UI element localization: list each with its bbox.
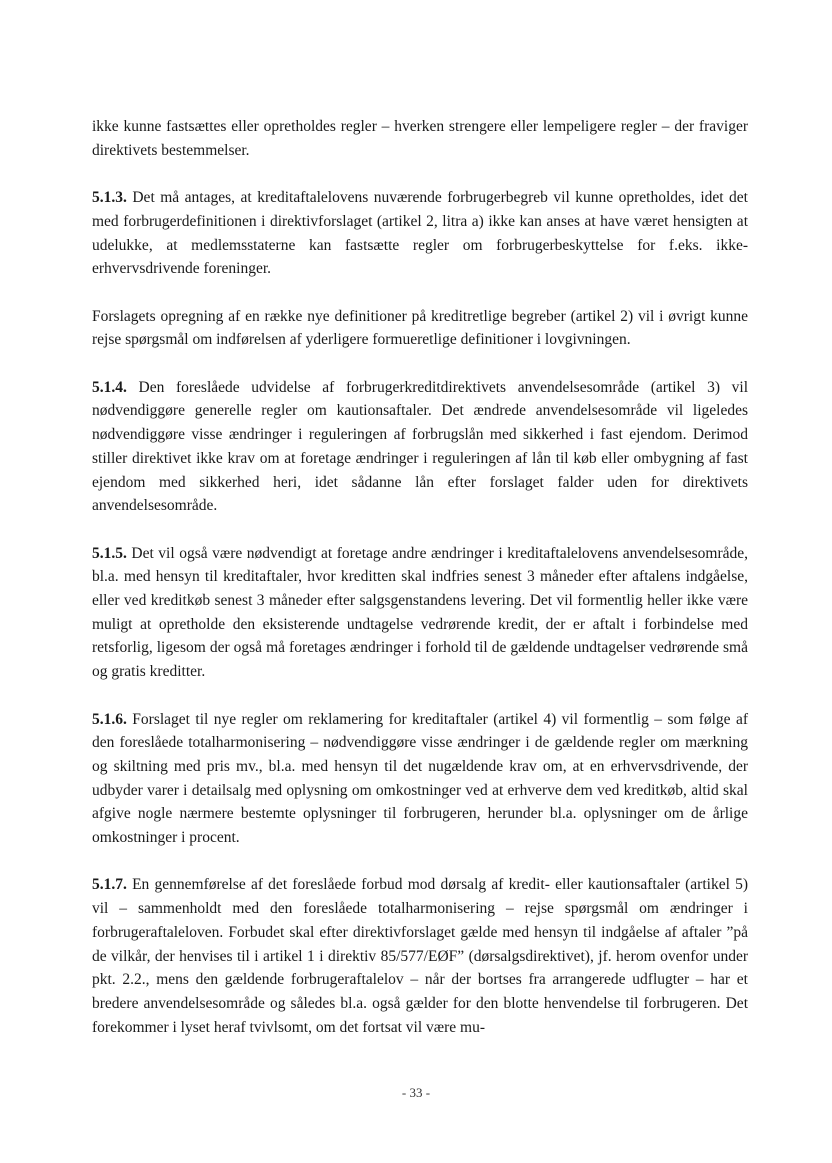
paragraph-text: En gennemførelse af det foreslåede forbud mod dørsalg af kredit- eller kautionsaftaler (artikel 5) vil – sammenholdt med den foreslåede totalharmonisering – rejse spørgsmål om ændringer i forbrugeraftaleloven. Forbudet skal efter direktivforslaget gælde med hensyn til indgåelse af aftaler ”på de vilkår, der henvises til i artikel 1 i direktiv 85/577/EØF” (dørsalgsdirektivet), jf. herom ovenfor under pkt. 2.2., mens den gældende forbrugeraftalelov – når der bortses fra arrangerede udflugter – har et bredere anvendelsesområde og således bl.a. også gælder for den blotte henvendelse til forbrugeren. Det forekommer i lyset heraf tvivlsomt, om det fortsat vil være mu- bbox=[92, 876, 748, 1036]
paragraph-text: Forslaget til nye regler om reklamering for kreditaftaler (artikel 4) vil formentlig – som følge af den foreslåede totalharmonisering – nødvendiggøre visse ændringer i de gældende regler om mærkning og skiltning med pris mv., bl.a. med hensyn til det nugældende krav om, at en erhvervsdrivende, der udbyder varer i detailsalg med oplysning om omkostninger ved at erhverve dem ved kreditkøb, altid skal afgive nogle nærmere bestemte oplysninger til forbrugeren, herunder bl.a. oplysninger om de årlige omkostninger i procent. bbox=[92, 710, 748, 847]
paragraph-5-1-4 bbox=[92, 376, 748, 518]
section-number: 5.1.3. bbox=[92, 189, 127, 207]
section-number: 5.1.4. bbox=[92, 378, 127, 396]
paragraph-5-1-5 bbox=[92, 542, 748, 684]
paragraph-continuation bbox=[92, 115, 748, 162]
paragraph-5-1-6 bbox=[92, 708, 748, 850]
paragraph-text: Det vil også være nødvendigt at foretage andre ændringer i kreditaftalelovens anvendelsesområde, bl.a. med hensyn til kreditaftaler, hvor kreditten skal indfries senest 3 måneder efter aftalens indgåelse, eller ved kreditkøb senest 3 måneder efter salgsgenstandens levering. Det vil formentlig heller ikke være muligt at opretholde den eksisterende undtagelse vedrørende kredit, der er aftalt i forbindelse med retsforlig, ligesom der også må foretages ændringer i forhold til de gældende undtagelser vedrørende små og gratis kreditter. bbox=[92, 544, 748, 681]
paragraph-text: Forslagets opregning af en række nye definitioner på kreditretlige begreber (artikel 2) vil i øvrigt kunne rejse spørgsmål om indførelsen af yderligere formueretlige definitioner i lovgivningen. bbox=[92, 307, 748, 349]
paragraph-5-1-7 bbox=[92, 873, 748, 1039]
section-number: 5.1.7. bbox=[92, 876, 127, 894]
section-number: 5.1.5. bbox=[92, 544, 127, 562]
section-number: 5.1.6. bbox=[92, 710, 127, 728]
paragraph-5-1-3 bbox=[92, 186, 748, 281]
paragraph-text: Det må antages, at kreditaftalelovens nuværende forbrugerbegreb vil kunne opretholdes, idet det med forbrugerdefinitionen i direktivforslaget (artikel 2, litra a) ikke kan anses at have været hensigten at udelukke, at medlemsstaterne kan fastsætte regler om forbrugerbeskyttelse for f.eks. ikke-erhvervsdrivende foreninger. bbox=[92, 189, 748, 278]
page-number: - 33 - bbox=[401, 1085, 431, 1100]
body-text bbox=[92, 115, 748, 1063]
paragraph-text: Den foreslåede udvidelse af forbrugerkreditdirektivets anvendelsesområde (artikel 3) vil nødvendiggøre generelle regler om kautionsaftaler. Det ændrede anvendelsesområde vil ligeledes nødvendiggøre visse ændringer i reguleringen af forbrugslån med sikkerhed i fast ejendom. Derimod stiller direktivet ikke krav om at foretage ændringer i reguleringen af lån til køb eller ombygning af fast ejendom med sikkerhed heri, idet sådanne lån efter forslaget falder uden for direktivets anvendelsesområde. bbox=[92, 378, 748, 515]
paragraph-text: ikke kunne fastsættes eller opretholdes regler – hverken strengere eller lempeligere regler – der fraviger direktivets bestemmelser. bbox=[92, 118, 748, 159]
paragraph-definitions bbox=[92, 305, 748, 352]
